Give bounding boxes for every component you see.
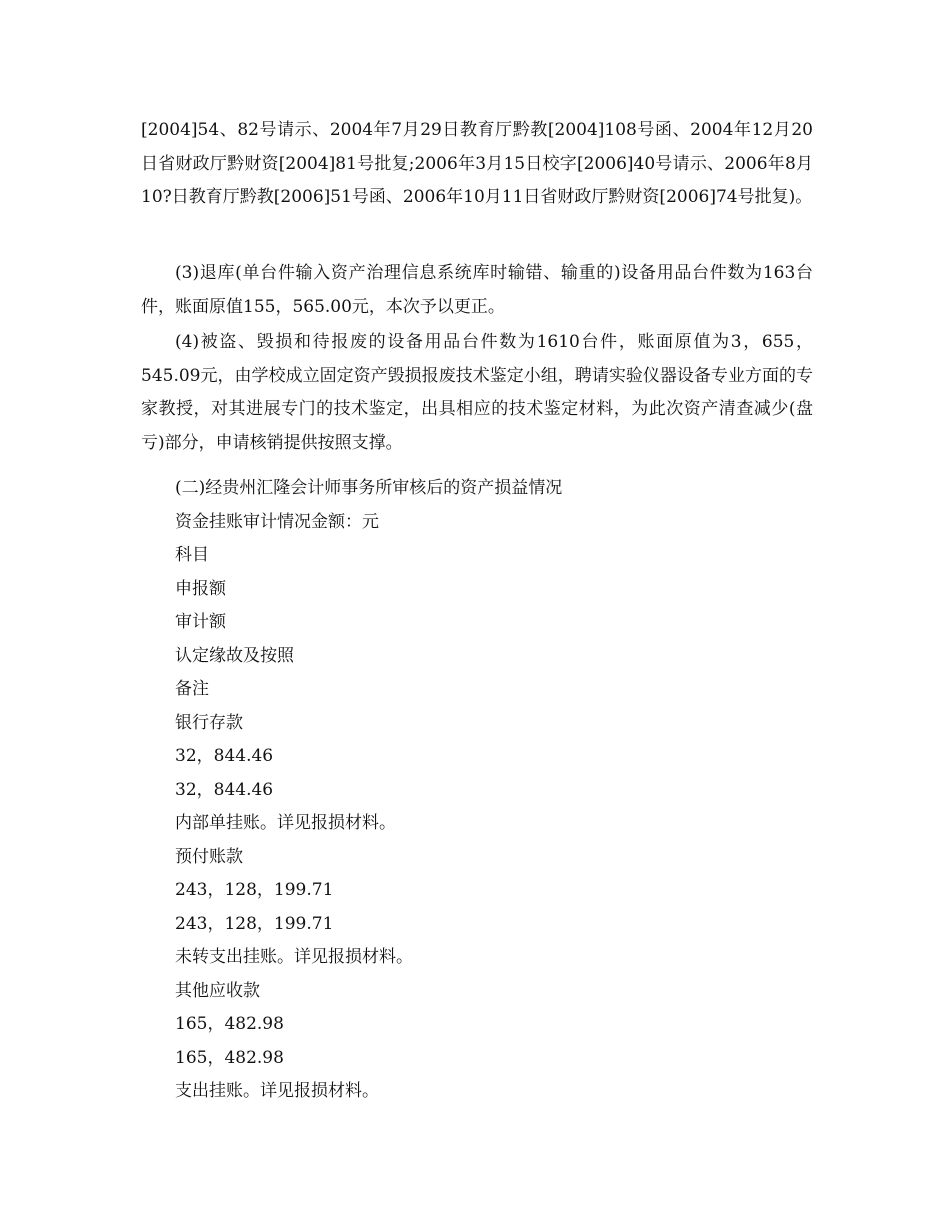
table-cell-row2-subject: 预付账款 (175, 847, 243, 867)
table-cell-row3-audited: 165，482.98 (175, 1048, 284, 1068)
paragraph-item-4: (4)被盗、毁损和待报废的设备用品台件数为1610台件，账面原值为3，655，545.09元，由学校成立固定资产毁损报废技术鉴定小组，聘请实验仪器设备专业方面的专家教授，对其进展专门的技术鉴定，出具相应的技术鉴定材料，为此次资产清查减少(盘亏)部分，申请核销提供按照支撑。 (141, 332, 813, 453)
table-cell-row2-audited: 243，128，199.71 (175, 914, 334, 934)
table-header-declared: 申报额 (175, 579, 226, 599)
table-header-audited: 审计额 (175, 612, 226, 632)
table-header-subject: 科目 (175, 545, 209, 565)
table-cell-row1-audited: 32，844.46 (175, 780, 274, 800)
table-cell-row1-subject: 银行存款 (175, 713, 243, 733)
table-cell-row1-declared: 32，844.46 (175, 746, 274, 766)
paragraph-approval-references: [2004]54、82号请示、2004年7月29日教育厅黔教[2004]108号函、2004年12月20日省财政厅黔财资[2004]81号批复;2006年3月15日校字[2006]40号请示、2006年8月10?日教育厅黔教[2006]51号函、2006年10月11日省财政厅黔财资[2006]74号批复)。 (141, 120, 813, 207)
table-title: 资金挂账审计情况金额：元 (175, 512, 379, 532)
table-cell-row3-declared: 165，482.98 (175, 1014, 284, 1034)
table-cell-row2-declared: 243，128，199.71 (175, 880, 334, 900)
section-heading: (二)经贵州汇隆会计师事务所审核后的资产损益情况 (175, 478, 563, 498)
table-cell-row3-subject: 其他应收款 (175, 981, 260, 1001)
table-cell-row1-reason: 内部单挂账。详见报损材料。 (175, 813, 396, 833)
paragraph-item-3: (3)退库(单台件输入资产治理信息系统库时输错、输重的)设备用品台件数为163台件，账面原值155，565.00元，本次予以更正。 (141, 263, 813, 317)
table-cell-row2-reason: 未转支出挂账。详见报损材料。 (175, 947, 413, 967)
table-cell-row3-reason: 支出挂账。详见报损材料。 (175, 1081, 379, 1101)
table-header-remarks: 备注 (175, 679, 209, 699)
table-header-reason: 认定缘故及按照 (175, 646, 294, 666)
